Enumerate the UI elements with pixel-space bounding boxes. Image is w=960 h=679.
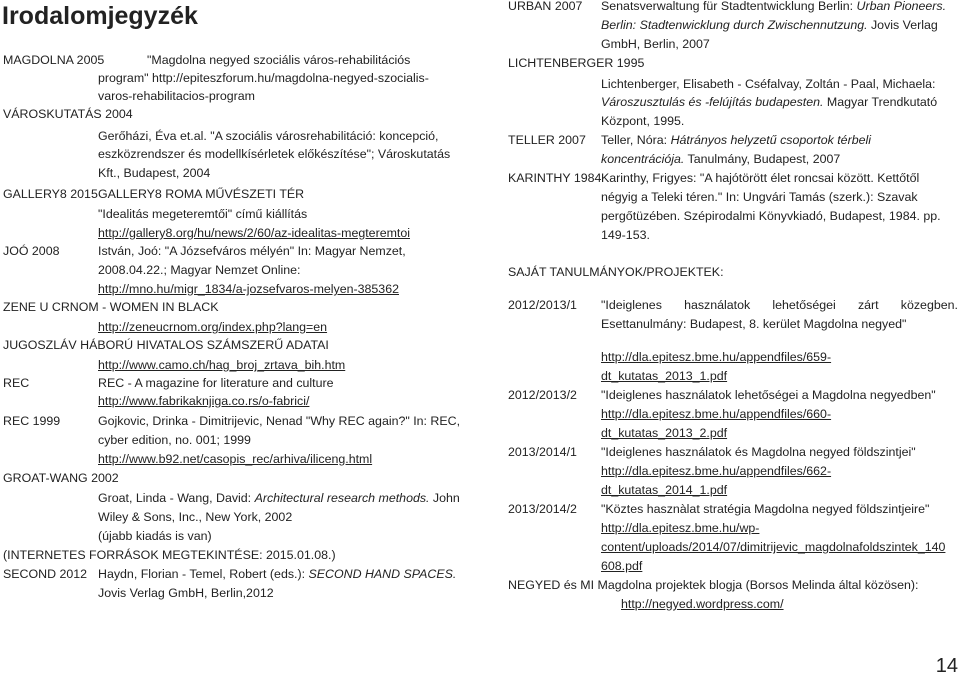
ref-teller-title-end: koncentrációja. (601, 152, 685, 166)
ref-joo-key: JOÓ 2008 (3, 244, 60, 258)
ref-rec99-key: REC 1999 (3, 414, 61, 428)
ref-licht-line2 (601, 93, 937, 111)
page-number: 14 (935, 655, 958, 677)
proj4-link2[interactable]: content/uploads/2014/07/dimitrijevic_magdolnafoldszintek_140 (601, 540, 946, 554)
ref-magdolna-line2[interactable]: program" http://epiteszforum.hu/magdolna-negyed-szocialis- (98, 71, 429, 85)
ref-licht-key: LICHTENBERGER 1995 (508, 56, 645, 70)
ref-licht-line1: Lichtenberger, Elisabeth - Cséfalvay, Zoltán - Paal, Michaela: (601, 77, 936, 91)
ref-teller-title: Hátrányos helyzetű csoportok térbeli (670, 133, 871, 147)
ref-gallery-line2: "Idealitás megeteremtői" című kiállítás (98, 207, 308, 221)
ref-jugo-key: JUGOSZLÁV HÁBORÚ HIVATALOS SZÁMSZERŰ ADATAI (3, 338, 329, 352)
proj1-line1 (601, 296, 958, 314)
proj4-year: 2013/2014/2 (508, 502, 577, 516)
ref-urban-line3: GmbH, Berlin, 2007 (601, 37, 710, 51)
negyed-blog-line: NEGYED és MI Magdolna projektek blogja (Borsos Melinda által közösen): (508, 578, 919, 592)
proj3-link2[interactable]: dt_kutatas_2014_1.pdf (601, 483, 728, 497)
ref-varos-key: VÁROSKUTATÁS 2004 (3, 107, 133, 121)
proj1-word: lehetőségei (772, 298, 836, 312)
ref-rec-line1: REC - A magazine for literature and culture (98, 376, 334, 390)
ref-magdolna-line3[interactable]: varos-rehabilitacios-program (98, 89, 256, 103)
ref-rec99-line1: Gojkovic, Drinka - Dimitrijevic, Nenad "Why REC again?" In: REC, (98, 414, 461, 428)
ref-gallery-line1: GALLERY8 ROMA MŰVÉSZETI TÉR (98, 187, 305, 201)
negyed-blog-link[interactable]: http://negyed.wordpress.com/ (621, 597, 784, 611)
ref-gallery-link[interactable]: http://gallery8.org/hu/news/2/60/az-idealitas-megteremtoi (98, 226, 410, 240)
ref-joo-line1: István, Joó: "A Józsefváros mélyén" In: Magyar Nemzet, (98, 244, 406, 258)
ref-varos-line2: eszközrendszer és modellkísérletek előkészítése"; Városkutatás (98, 147, 451, 161)
ref-urban-line2 (601, 16, 938, 34)
ref-gallery-key: GALLERY8 2015 (3, 187, 98, 201)
ref-groat-title: Architectural research methods. (254, 491, 430, 505)
own-studies-heading: SAJÁT TANULMÁNYOK/PROJEKTEK: (508, 265, 724, 279)
ref-kar-line4: 149-153. (601, 228, 650, 242)
ref-teller-line2 (601, 150, 840, 168)
ref-urban-title: Urban Pioneers. (856, 0, 947, 13)
proj1-line2: Esettanulmány: Budapest, 8. kerület Magdolna negyed" (601, 317, 907, 331)
ref-second-title: SECOND HAND SPACES. (308, 567, 457, 581)
proj1-word: "Ideiglenes (601, 298, 662, 312)
ref-second-key: SECOND 2012 (3, 567, 88, 581)
ref-kar-line2: négyig a Teleki téren." In: Ungvári Tamás (szerk.): Szavak (601, 190, 918, 204)
ref-licht-press: Magyar Trendkutató (823, 95, 938, 109)
ref-urban-subtitle: Berlin: Stadtenwicklung durch Zwischennutzung. (601, 18, 868, 32)
proj2-line1: "Ideiglenes használatok lehetőségei a Magdolna negyedben" (601, 388, 936, 402)
ref-licht-line3: Központ, 1995. (601, 114, 685, 128)
ref-groat-key: GROAT-WANG 2002 (3, 471, 119, 485)
proj3-link1[interactable]: http://dla.epitesz.bme.hu/appendfiles/662- (601, 464, 832, 478)
ref-magdolna-key: MAGDOLNA 2005 (3, 53, 105, 67)
ref-teller-author: Teller, Nóra: (601, 133, 671, 147)
ref-rec99-line2: cyber edition, no. 001; 1999 (98, 433, 251, 447)
ref-zene-key: ZENE U CRNOM - WOMEN IN BLACK (3, 300, 219, 314)
proj4-link1[interactable]: http://dla.epitesz.bme.hu/wp- (601, 521, 760, 535)
ref-groat-authors: Groat, Linda - Wang, David: (98, 491, 255, 505)
ref-kar-key: KARINTHY 1984 (508, 171, 602, 185)
proj1-link1[interactable]: http://dla.epitesz.bme.hu/appendfiles/659- (601, 350, 832, 364)
proj3-year: 2013/2014/1 (508, 445, 577, 459)
ref-urban-line1 (601, 0, 946, 15)
ref-varos-line1: Gerőházi, Éva et.al. "A szociális városrehabilitáció: koncepció, (98, 129, 439, 143)
proj1-word: közegben. (900, 298, 958, 312)
proj2-link1[interactable]: http://dla.epitesz.bme.hu/appendfiles/660- (601, 407, 832, 421)
proj2-year: 2012/2013/2 (508, 388, 577, 402)
internet-sources-note: (INTERNETES FORRÁSOK MEGTEKINTÉSE: 2015.01.08.) (3, 548, 336, 562)
ref-second-line1 (98, 565, 456, 583)
ref-teller-key: TELLER 2007 (508, 133, 586, 147)
ref-rec-link[interactable]: http://www.fabrikaknjiga.co.rs/o-fabrici/ (98, 394, 310, 408)
proj1-link2[interactable]: dt_kutatas_2013_1.pdf (601, 369, 728, 383)
ref-rec-key: REC (3, 376, 30, 390)
ref-urban-key: URBAN 2007 (508, 0, 583, 13)
ref-urban-press: Jovis Verlag (867, 18, 938, 32)
proj2-link2[interactable]: dt_kutatas_2013_2.pdf (601, 426, 728, 440)
proj4-link3[interactable]: 608.pdf (601, 559, 643, 573)
ref-teller-line1 (601, 131, 871, 149)
ref-kar-line3: pergőtüzében. Szépirodalmi Könyvkiadó, Budapest, 1984. pp. (601, 209, 941, 223)
proj1-year: 2012/2013/1 (508, 298, 577, 312)
proj1-word: zárt (857, 298, 879, 312)
ref-kar-line1: Karinthy, Frigyes: "A hajótörött élet roncsai között. Kettőtől (601, 171, 920, 185)
ref-joo-link[interactable]: http://mno.hu/migr_1834/a-jozsefvaros-melyen-385362 (98, 282, 399, 296)
ref-zene-link[interactable]: http://zeneucrnom.org/index.php?lang=en (98, 320, 328, 334)
ref-groat-publisher: John (429, 491, 460, 505)
proj4-line1: "Köztes hasznàlat stratégia Magdolna negyed földszintjeire" (601, 502, 930, 516)
ref-rec99-link[interactable]: http://www.b92.net/casopis_rec/arhiva/iliceng.html (98, 452, 373, 466)
page-title: Irodalomjegyzék (2, 2, 198, 30)
proj3-line1: "Ideiglenes használatok és Magdolna negyed földszintjei" (601, 445, 916, 459)
proj1-word: használatok (684, 298, 751, 312)
ref-varos-line3: Kft., Budapest, 2004 (98, 166, 211, 180)
ref-groat-line1 (98, 489, 460, 507)
ref-joo-line2: 2008.04.22.; Magyar Nemzet Online: (98, 263, 301, 277)
ref-urban-publisher: Senatsverwaltung für Stadtentwicklung Berlin: (601, 0, 857, 13)
ref-teller-press: Tanulmány, Budapest, 2007 (684, 152, 841, 166)
ref-groat-line3: (újabb kiadás is van) (98, 529, 212, 543)
ref-licht-title: Városzusztulás és -felújítás budapesten. (601, 95, 824, 109)
ref-groat-line2: Wiley & Sons, Inc., New York, 2002 (98, 510, 293, 524)
ref-second-line2: Jovis Verlag GmbH, Berlin,2012 (98, 586, 274, 600)
ref-magdolna-line1: "Magdolna negyed szociális város-rehabilitációs (147, 53, 411, 67)
ref-jugo-link[interactable]: http://www.camo.ch/hag_broj_zrtava_bih.htm (98, 358, 346, 372)
ref-second-authors: Haydn, Florian - Temel, Robert (eds.): (98, 567, 309, 581)
